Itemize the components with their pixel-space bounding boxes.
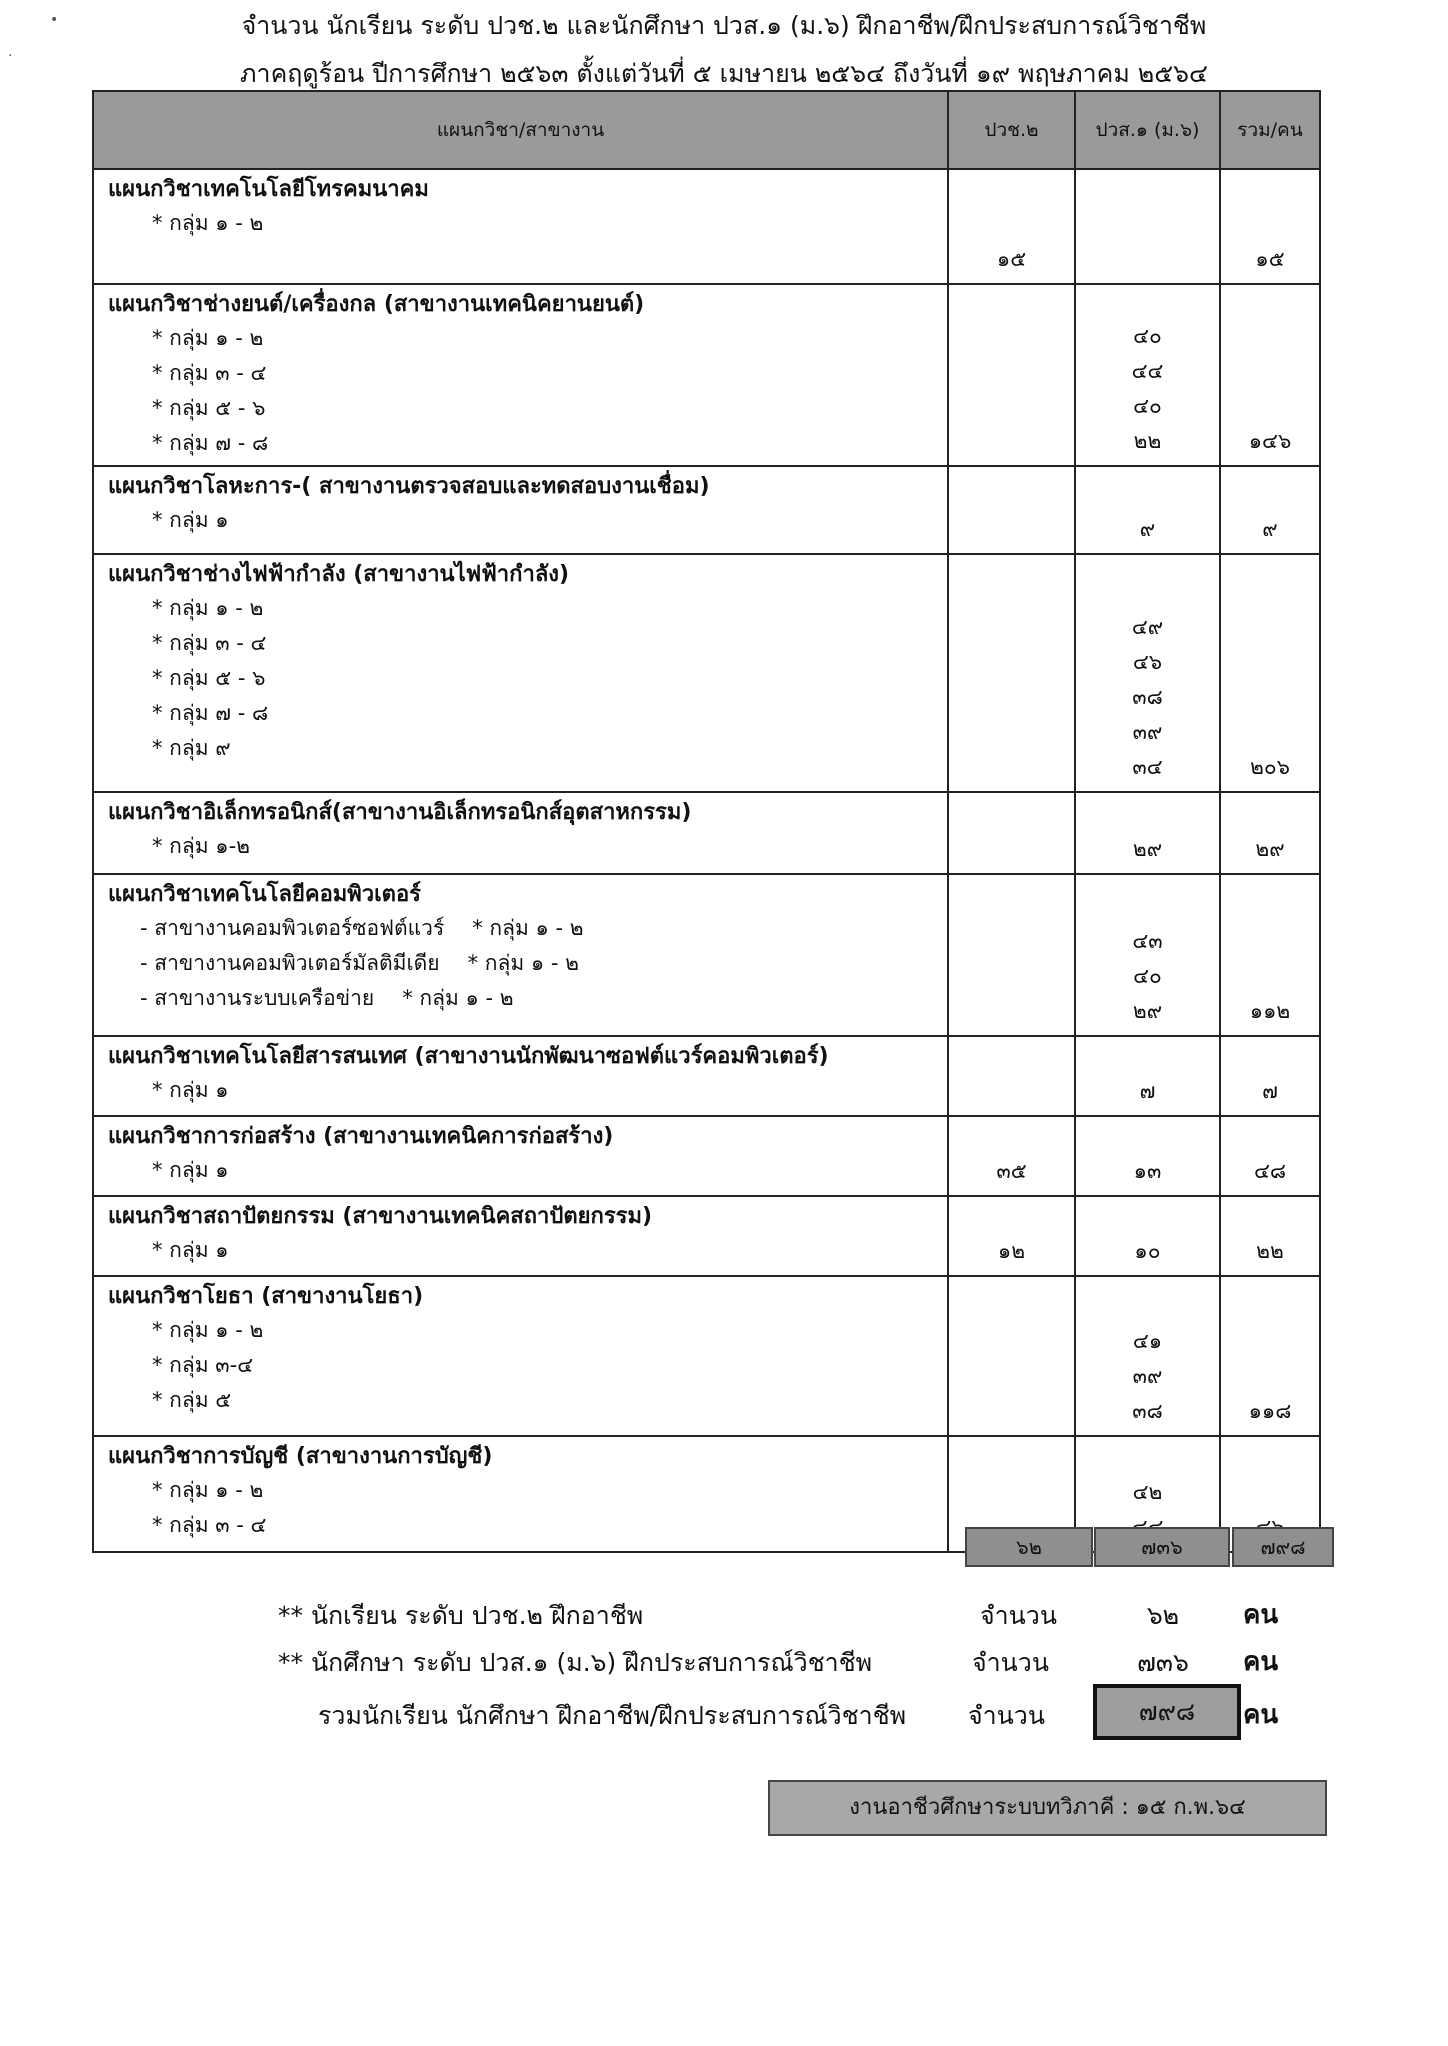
department-total-value: ๒๐๖	[1250, 755, 1290, 779]
department-total-value: ๑๑๒	[1249, 999, 1291, 1023]
department-row	[93, 554, 1320, 792]
pvs1-value: ๑๓	[1133, 1159, 1162, 1183]
pvc2-cell	[948, 1116, 1075, 1196]
department-total-cell	[1220, 284, 1320, 466]
department-total-value: ๑๕	[1255, 247, 1285, 271]
pvc2-value	[949, 924, 1074, 959]
pvs1-cell	[1075, 169, 1220, 284]
summary-value-total: ๗๙๘	[1093, 1684, 1241, 1740]
pvc2-value	[949, 389, 1074, 424]
pvs1-cell	[1075, 792, 1220, 874]
pvc2-value	[949, 354, 1074, 389]
department-total-cell	[1220, 1196, 1320, 1276]
pvc2-value	[949, 424, 1074, 459]
group-label	[94, 1508, 947, 1543]
scan-speck-top: •	[50, 12, 59, 28]
branch-label: - สาขางานระบบเครือข่าย	[140, 986, 375, 1010]
group-text: * กลุ่ม ๕ - ๖	[152, 396, 266, 420]
cell-spacer	[949, 785, 1074, 791]
department-total-value: ๔๘	[1253, 1159, 1287, 1183]
department-total-cell	[1220, 554, 1320, 792]
pvc2-value	[949, 1475, 1074, 1510]
pvs1-value: ๓๘	[1132, 685, 1163, 709]
department-cell	[93, 466, 948, 554]
department-total-value: ๒๒	[1256, 1239, 1284, 1263]
pvc2-value: ๑๕	[996, 247, 1027, 271]
grand-total-pvs1: ๗๓๖	[1094, 1527, 1230, 1567]
col-header-pvc2: ปวช.๒	[948, 91, 1075, 169]
department-cell	[93, 284, 948, 466]
pvs1-value: ๓๘	[1132, 1399, 1163, 1423]
group-text: * กลุ่ม ๑ - ๒	[152, 1318, 264, 1342]
group-text: * กลุ่ม ๕	[152, 1388, 232, 1412]
cell-spacer	[1076, 277, 1219, 283]
pvs1-cell	[1075, 554, 1220, 792]
page-title-line-2: ภาคฤดูร้อน ปีการศึกษา ๒๕๖๓ ตั้งแต่วันที่ ๕ เมษายน ๒๕๖๔ ถึงวันที่ ๑๙ พฤษภาคม ๒๕๖๔	[240, 59, 1208, 88]
group-label	[94, 503, 947, 538]
pvs1-value: ๗	[1139, 1079, 1156, 1103]
department-row	[93, 1036, 1320, 1116]
pvs1-value: ๔๐	[1133, 964, 1162, 988]
cell-spacer	[1076, 785, 1219, 791]
pvc2-value	[949, 832, 1074, 867]
group-text: * กลุ่ม ๑ - ๒	[402, 986, 514, 1010]
cell-spacer	[1221, 277, 1319, 283]
group-text: * กลุ่ม ๓-๔	[152, 1353, 254, 1377]
pvs1-value: ๓๙	[1132, 1364, 1163, 1388]
group-text: * กลุ่ม ๗ - ๘	[152, 431, 269, 455]
department-total-cell	[1220, 466, 1320, 554]
table-header-row	[93, 91, 1320, 169]
summary-unit-pvc2: คน	[1243, 1600, 1279, 1630]
pvc2-cell	[948, 466, 1075, 554]
scan-speck-left: .	[8, 44, 13, 60]
group-label	[94, 1153, 947, 1188]
pvs1-value: ๔๙	[1131, 615, 1164, 639]
pvc2-value	[949, 1394, 1074, 1429]
pvs1-value: ๔๔	[1131, 359, 1164, 383]
department-total-value: ๑๑๘	[1248, 1399, 1292, 1423]
pvs1-value: ๔๒	[1132, 1480, 1163, 1504]
pvs1-value: ๙	[1139, 517, 1156, 541]
department-title: แผนกวิชาสถาปัตยกรรม (สาขางานเทคนิคสถาปัตยกรรม)	[108, 1204, 653, 1229]
cell-spacer	[1221, 785, 1319, 791]
group-text: * กลุ่ม ๑ - ๒	[152, 326, 264, 350]
group-text: * กลุ่ม ๓ - ๔	[152, 361, 267, 385]
summary-label-pvc2: ** นักเรียน ระดับ ปวช.๒ ฝึกอาชีพ	[278, 1601, 644, 1630]
group-text: * กลุ่ม ๑	[152, 1078, 229, 1102]
department-total-cell	[1220, 169, 1320, 284]
department-row	[93, 1116, 1320, 1196]
department-total-value: ๗	[1262, 1079, 1278, 1103]
pvc2-value: ๓๕	[996, 1159, 1027, 1183]
pvs1-value: ๒๙	[1132, 837, 1163, 861]
pvc2-value	[949, 994, 1074, 1029]
cell-spacer	[949, 867, 1074, 873]
pvs1-value: ๔๑	[1132, 1329, 1163, 1353]
pvs1-cell	[1075, 874, 1220, 1036]
group-label	[94, 426, 947, 461]
group-text: * กลุ่ม ๓ - ๔	[152, 631, 267, 655]
group-text: * กลุ่ม ๙	[152, 736, 231, 760]
pvc2-value	[949, 610, 1074, 645]
department-total-cell	[1220, 1276, 1320, 1436]
group-label	[94, 1233, 947, 1268]
summary-label-total: รวมนักเรียน นักศึกษา ฝึกอาชีพ/ฝึกประสบการณ์วิชาชีพ	[318, 1701, 907, 1730]
group-label	[94, 946, 947, 981]
department-title: แผนกวิชาโลหะการ-( สาขางานตรวจสอบและทดสอบงานเชื่อม)	[108, 474, 710, 499]
grand-total-all: ๗๙๘	[1232, 1527, 1334, 1567]
group-text: * กลุ่ม ๓ - ๔	[152, 1513, 267, 1537]
pvs1-cell	[1075, 1276, 1220, 1436]
pvc2-value	[949, 1324, 1074, 1359]
department-title: แผนกวิชาอิเล็กทรอนิกส์(สาขางานอิเล็กทรอนิกส์อุตสาหกรรม)	[108, 800, 692, 825]
col-header-total: รวม/คน	[1220, 91, 1320, 169]
group-label	[94, 1348, 947, 1383]
group-label	[94, 626, 947, 661]
cell-spacer	[1221, 1189, 1319, 1195]
pvc2-value	[949, 680, 1074, 715]
internship-table	[92, 90, 1319, 1553]
pvs1-value	[1076, 242, 1219, 277]
pvc2-cell	[948, 792, 1075, 874]
pvc2-value	[949, 715, 1074, 750]
table-body	[93, 169, 1320, 1552]
summary-value-pvc2: ๖๒	[1146, 1601, 1180, 1630]
cell-spacer	[1221, 1269, 1319, 1275]
group-label	[94, 696, 947, 731]
group-text: * กลุ่ม ๑	[152, 1158, 229, 1182]
department-cell	[93, 554, 948, 792]
summary-label-pvs1: ** นักศึกษา ระดับ ปวส.๑ (ม.๖) ฝึกประสบการณ์วิชาชีพ	[278, 1648, 873, 1677]
pvs1-value: ๔๖	[1132, 650, 1163, 674]
summary-unit-pvs1: คน	[1243, 1647, 1279, 1677]
col-header-pvs1: ปวส.๑ (ม.๖)	[1075, 91, 1220, 169]
footer-stamp: งานอาชีวศึกษาระบบทวิภาคี : ๑๕ ก.พ.๖๔	[768, 1780, 1327, 1836]
group-text: * กลุ่ม ๑ - ๒	[152, 596, 264, 620]
department-total-value: ๑๔๖	[1248, 429, 1292, 453]
pvc2-cell	[948, 554, 1075, 792]
cell-spacer	[949, 1189, 1074, 1195]
group-text: * กลุ่ม ๑ - ๒	[152, 1478, 264, 1502]
group-label	[94, 1473, 947, 1508]
department-cell	[93, 1116, 948, 1196]
group-text: * กลุ่ม ๕ - ๖	[152, 666, 266, 690]
pvs1-cell	[1075, 1036, 1220, 1116]
pvc2-cell	[948, 1276, 1075, 1436]
pvc2-value	[949, 512, 1074, 547]
department-title: แผนกวิชาการก่อสร้าง (สาขางานเทคนิคการก่อสร้าง)	[108, 1124, 614, 1149]
department-row	[93, 284, 1320, 466]
cell-spacer	[949, 1269, 1074, 1275]
cell-spacer	[1221, 459, 1319, 465]
department-cell	[93, 1276, 948, 1436]
pvs1-value: ๔๓	[1132, 929, 1163, 953]
department-title: แผนกวิชาเทคโนโลยีโทรคมนาคม	[108, 177, 429, 202]
cell-spacer	[1076, 1189, 1219, 1195]
col-header-department: แผนกวิชา/สาขางาน	[93, 91, 948, 169]
cell-spacer	[1076, 1429, 1219, 1435]
group-label	[94, 591, 947, 626]
group-label	[94, 321, 947, 356]
pvc2-value	[949, 645, 1074, 680]
cell-spacer	[949, 459, 1074, 465]
pvc2-value	[949, 1074, 1074, 1109]
department-title: แผนกวิชาเทคโนโลยีสารสนเทศ (สาขางานนักพัฒนาซอฟต์แวร์คอมพิวเตอร์)	[108, 1044, 829, 1069]
pvc2-cell	[948, 874, 1075, 1036]
summary-amount-label-total: จำนวน	[968, 1701, 1045, 1730]
group-label	[94, 981, 947, 1016]
department-row	[93, 1196, 1320, 1276]
department-total-value: ๙	[1262, 517, 1278, 541]
department-title: แผนกวิชาการบัญชี (สาขางานการบัญชี)	[108, 1444, 493, 1469]
branch-label: - สาขางานคอมพิวเตอร์มัลติมีเดีย	[140, 951, 440, 975]
department-total-cell	[1220, 1036, 1320, 1116]
department-title: แผนกวิชาช่างไฟฟ้ากำลัง (สาขางานไฟฟ้ากำลัง)	[108, 562, 570, 587]
cell-spacer	[1221, 1109, 1319, 1115]
group-label	[94, 829, 947, 864]
department-cell	[93, 874, 948, 1036]
pvc2-value	[949, 319, 1074, 354]
pvs1-value: ๔๐	[1133, 324, 1162, 348]
summary-amount-label-pvc2: จำนวน	[980, 1601, 1057, 1630]
group-text: * กลุ่ม ๗ - ๘	[152, 701, 269, 725]
pvs1-value: ๓๔	[1132, 755, 1163, 779]
department-row	[93, 1276, 1320, 1436]
group-label	[94, 206, 947, 241]
department-row	[93, 466, 1320, 554]
pvc2-cell	[948, 1036, 1075, 1116]
pvc2-cell	[948, 284, 1075, 466]
group-label	[94, 731, 947, 766]
group-label	[94, 1073, 947, 1108]
group-label	[94, 1383, 947, 1418]
pvc2-value	[949, 1359, 1074, 1394]
pvs1-value: ๒๒	[1133, 429, 1162, 453]
department-total-cell	[1220, 1116, 1320, 1196]
department-cell	[93, 1436, 948, 1552]
cell-spacer	[949, 1029, 1074, 1035]
department-row	[93, 874, 1320, 1036]
cell-spacer	[949, 1429, 1074, 1435]
department-title: แผนกวิชาโยธา (สาขางานโยธา)	[108, 1284, 424, 1309]
cell-spacer	[1221, 867, 1319, 873]
cell-spacer	[1076, 459, 1219, 465]
cell-spacer	[1076, 1029, 1219, 1035]
group-text: * กลุ่ม ๑-๒	[152, 834, 251, 858]
pvs1-cell	[1075, 1116, 1220, 1196]
pvs1-cell	[1075, 1196, 1220, 1276]
pvs1-value: ๓๙	[1132, 720, 1163, 744]
group-label	[94, 1313, 947, 1348]
group-label	[94, 661, 947, 696]
pvc2-value: ๑๒	[997, 1239, 1026, 1263]
cell-spacer	[1076, 547, 1219, 553]
cell-spacer	[1076, 1269, 1219, 1275]
cell-spacer	[949, 547, 1074, 553]
group-label	[94, 911, 947, 946]
branch-label: - สาขางานคอมพิวเตอร์ซอฟต์แวร์	[140, 916, 445, 940]
pvs1-cell	[1075, 284, 1220, 466]
department-cell	[93, 1196, 948, 1276]
summary-amount-label-pvs1: จำนวน	[972, 1648, 1049, 1677]
department-row	[93, 792, 1320, 874]
group-label	[94, 356, 947, 391]
cell-spacer	[1221, 547, 1319, 553]
group-text: * กลุ่ม ๑ - ๒	[467, 951, 579, 975]
grand-total-pvc2: ๖๒	[965, 1527, 1093, 1567]
pvs1-cell	[1075, 466, 1220, 554]
pvc2-cell	[948, 1196, 1075, 1276]
cell-spacer	[1076, 867, 1219, 873]
pvc2-value	[949, 750, 1074, 785]
group-text: * กลุ่ม ๑ - ๒	[152, 211, 264, 235]
pvs1-value: ๒๙	[1132, 999, 1163, 1023]
department-cell	[93, 792, 948, 874]
group-text: * กลุ่ม ๑	[152, 508, 229, 532]
pvc2-value	[949, 959, 1074, 994]
cell-spacer	[1221, 1429, 1319, 1435]
group-text: * กลุ่ม ๑	[152, 1238, 229, 1262]
pvc2-cell	[948, 169, 1075, 284]
pvs1-value: ๔๐	[1133, 394, 1162, 418]
department-total-cell	[1220, 792, 1320, 874]
cell-spacer	[1221, 1029, 1319, 1035]
department-cell	[93, 169, 948, 284]
cell-spacer	[949, 277, 1074, 283]
group-label	[94, 391, 947, 426]
cell-spacer	[1076, 1109, 1219, 1115]
department-cell	[93, 1036, 948, 1116]
summary-unit-total: คน	[1243, 1700, 1279, 1730]
summary-value-pvs1: ๗๓๖	[1137, 1648, 1189, 1677]
group-text: * กลุ่ม ๑ - ๒	[472, 916, 584, 940]
cell-spacer	[949, 1109, 1074, 1115]
department-row	[93, 169, 1320, 284]
pvs1-value: ๑๐	[1134, 1239, 1161, 1263]
department-total-value: ๒๙	[1255, 837, 1285, 861]
page-title-line-1: จำนวน นักเรียน ระดับ ปวช.๒ และนักศึกษา ปวส.๑ (ม.๖) ฝึกอาชีพ/ฝึกประสบการณ์วิชาชีพ	[241, 11, 1207, 40]
department-title: แผนกวิชาเทคโนโลยีคอมพิวเตอร์	[108, 882, 421, 907]
department-title: แผนกวิชาช่างยนต์/เครื่องกล (สาขางานเทคนิคยานยนต์)	[108, 292, 645, 317]
department-total-cell	[1220, 874, 1320, 1036]
